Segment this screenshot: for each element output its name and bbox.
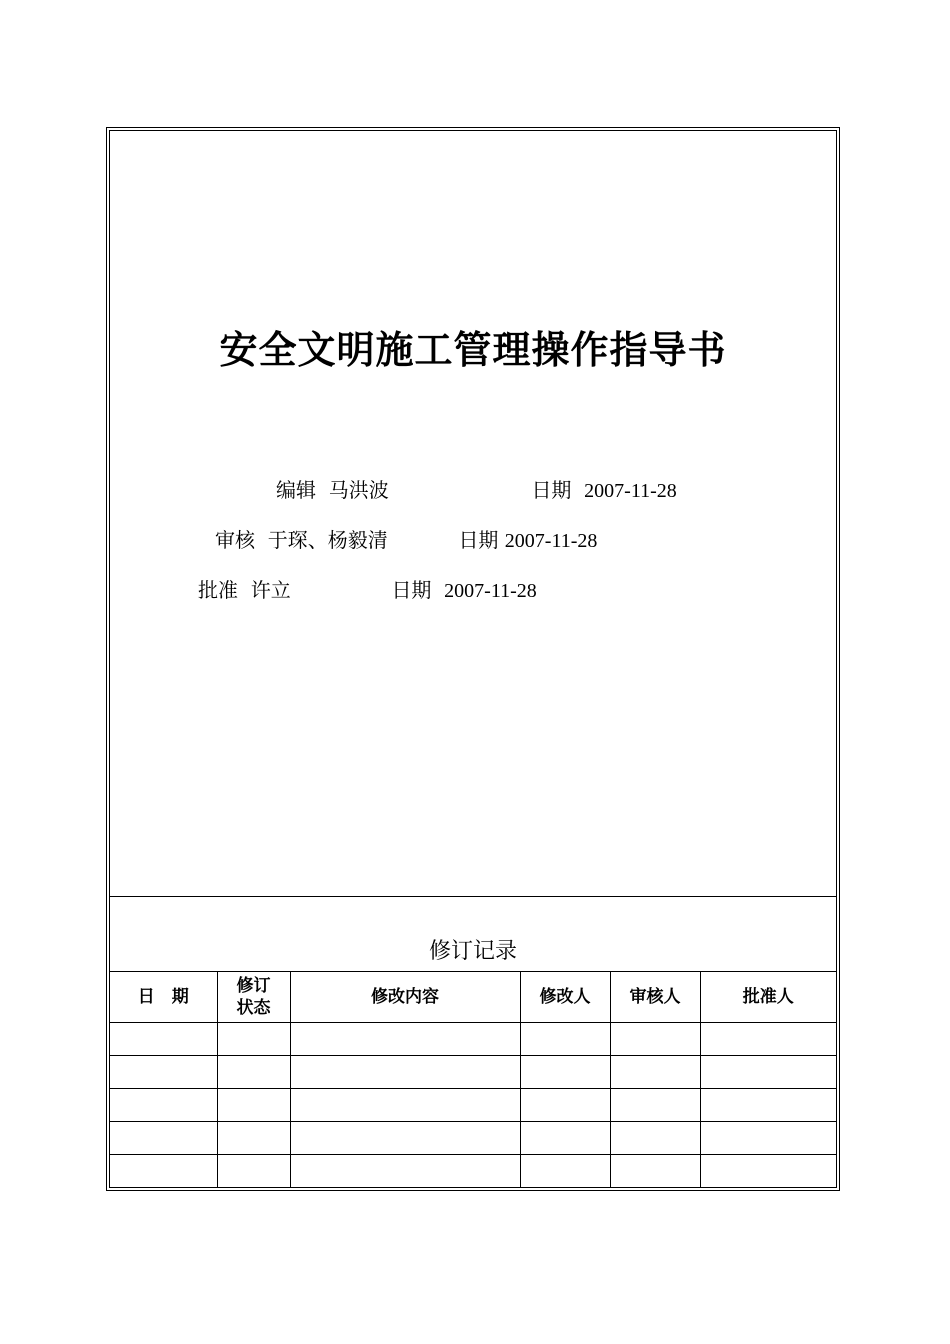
editor-label: 编辑 (276, 478, 316, 502)
reviewer-date: 2007-11-28 (504, 530, 598, 552)
table-cell (110, 1155, 217, 1188)
table-row (110, 1056, 836, 1089)
header-content: 修改内容 (290, 972, 520, 1023)
table-cell (700, 1155, 836, 1188)
table-cell (610, 1155, 700, 1188)
table-cell (290, 1122, 520, 1155)
revision-title: 修订记录 (428, 939, 517, 964)
table-cell (290, 1155, 520, 1188)
approver-line (198, 574, 537, 603)
editor-date: 2007-11-28 (584, 480, 677, 502)
section-divider (110, 896, 836, 897)
table-cell (610, 1023, 700, 1056)
table-cell (700, 1056, 836, 1089)
table-cell (520, 1056, 610, 1089)
table-cell (290, 1023, 520, 1056)
editor-name: 马洪波 (328, 478, 389, 502)
table-cell (217, 1155, 290, 1188)
table-row (110, 1155, 836, 1188)
header-status: 修订状态 (217, 972, 290, 1023)
table-cell (217, 1023, 290, 1056)
revision-table (110, 971, 836, 1187)
table-cell (217, 1089, 290, 1122)
table-cell (610, 1089, 700, 1122)
editor-line (276, 474, 677, 503)
reviewer-date-label: 日期 (458, 528, 499, 552)
table-cell (520, 1155, 610, 1188)
header-modifier: 修改人 (520, 972, 610, 1023)
table-cell (520, 1122, 610, 1155)
approver-date: 2007-11-28 (444, 580, 537, 602)
table-row (110, 1122, 836, 1155)
table-cell (290, 1089, 520, 1122)
table-cell (520, 1089, 610, 1122)
document-frame (109, 130, 837, 1188)
header-date: 日 期 (110, 972, 217, 1023)
table-cell (700, 1122, 836, 1155)
table-cell (110, 1122, 217, 1155)
table-cell (110, 1023, 217, 1056)
reviewer-line (215, 524, 597, 553)
table-cell (520, 1023, 610, 1056)
table-cell (110, 1056, 217, 1089)
reviewer-name: 于琛、杨毅清 (267, 528, 388, 552)
table-cell (217, 1056, 290, 1089)
table-cell (217, 1122, 290, 1155)
table-row (110, 1023, 836, 1056)
reviewer-label: 审核 (215, 528, 255, 552)
header-approver: 批准人 (700, 972, 836, 1023)
document-title: 安全文明施工管理操作指导书 (219, 328, 727, 372)
table-cell (110, 1089, 217, 1122)
approver-name: 许立 (250, 578, 291, 602)
approver-label: 批准 (198, 578, 238, 602)
table-cell (700, 1089, 836, 1122)
table-cell (610, 1056, 700, 1089)
table-cell (290, 1056, 520, 1089)
table-row (110, 1089, 836, 1122)
approver-date-label: 日期 (391, 578, 432, 602)
header-reviewer: 审核人 (610, 972, 700, 1023)
table-cell (610, 1122, 700, 1155)
editor-date-label: 日期 (531, 478, 572, 502)
table-cell (700, 1023, 836, 1056)
revision-header-row (110, 972, 836, 1023)
